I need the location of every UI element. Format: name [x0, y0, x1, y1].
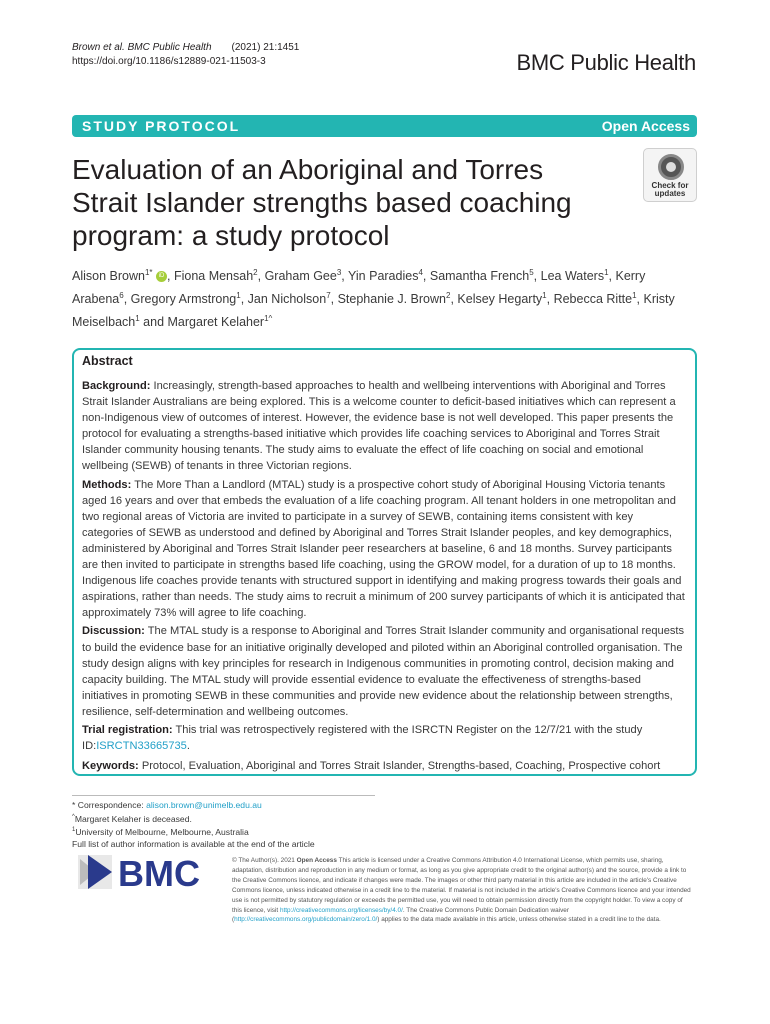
- author-name[interactable]: Rebecca Ritte: [553, 292, 633, 307]
- citation-line: [72, 41, 299, 55]
- abstract-discussion: Discussion: The MTAL study is a response to Aboriginal and Torres Strait Islander community and organisational requests to build the evidence base for an initiative originally developed and piloted within an Aboriginal controlled organisation. The study design aligns with key principles for research in Indigenous communities in promoting control, decision making and capacity building. The MTAL study will provide essential evidence to evaluate the effectiveness of strengths-based initiatives in promoting SEWB in these communities and provide new evidence about the relationship between strengths, resilience, self-determination and wellbeing outcomes.: [82, 625, 685, 718]
- article-citation: [72, 41, 299, 69]
- abstract-box: [72, 348, 697, 776]
- author-affiliation-mark: 1: [542, 291, 547, 301]
- author-name[interactable]: Gregory Armstrong: [130, 292, 237, 307]
- article-title: Evaluation of an Aboriginal and Torres Strait Islander strengths based coaching program: a study protocol: [72, 154, 572, 251]
- author-affiliation-mark: 1: [604, 268, 609, 277]
- author-affiliation-mark: 1: [236, 291, 241, 301]
- author-list: Alison Brown$^{1*}$ iD , Fiona Mensah$^2$, Graham Gee$^3$, Yin Paradies$^4$, Samantha French$^5$, Lea Waters$^1$, Kerry Arabena$^6$, Gregory Armstrong$^1$, Jan Nicholson$^7$, Stephanie J. Brown$^2$, Kelsey Hegarty$^1$, Rebecca Ritte$^1$, Kristy Meiselbach$^1$ and Margaret Kelaher$^{1\^{}}$: [72, 268, 675, 330]
- author-name[interactable]: Stephanie J. Brown: [337, 292, 446, 307]
- open-access-label: Open Access: [601, 118, 690, 134]
- author-affiliation-mark: 1*: [144, 268, 153, 277]
- full-author-info-note: Full list of author information is available at the end of the article: [72, 839, 315, 850]
- article-type: STUDY PROTOCOL: [82, 118, 241, 134]
- author-affiliation-mark: 7: [326, 291, 331, 301]
- author-affiliation-mark: 3: [336, 268, 342, 277]
- author-name[interactable]: Samantha French: [429, 269, 530, 284]
- license-statement: © The Author(s). 2021 Open Access This article is licensed under a Creative Commons Attribution 4.0 International License, which permits use, sharing, adaptation, distribution and reproduction in any medium or format, as long as you give appropriate credit to the original author(s) and the source, provide a link to the Creative Commons licence, and indicate if changes were made. The images or other third party material in this article are included in the article's Creative Commons licence, unless indicated otherwise in a credit line to the material. If material is not included in the article's Creative Commons licence and your intended use is not permitted by statutory regulation or exceeds the permitted use, you will need to obtain permission directly from the copyright holder. To view a copy of this licence, visit http://creativecommons.org/licenses/by/4.0/. The Creative Commons Public Domain Dedication waiver (http://creativecommons.org/publicdomain/zero/1.0/) applies to the data made available in this article, unless otherwise stated in a credit line to the data.: [232, 857, 691, 924]
- abstract-methods: Methods: The More Than a Landlord (MTAL) study is a prospective cohort study of Aboriginal Housing Victoria tenants aged 16 years and over that embeds the evaluation of a life coaching program. All tenant holders in one metropolitan and two regional areas of Victoria are invited to participate in a survey of SEWB, containing items consistent with key categories of SEWB as understood and defined by Aboriginal and Torres Strait Islander peoples, and key demographics, administered by Aboriginal and Torres Strait Islander peer researchers at baseline, 6 and 18 months. Survey participants are then invited to participate in strengths based life coaching, using the GROW model, for a duration of up to 18 months. Indigenous life coaches provide tenants with structured support in identifying and making progress towards their goals and aspirations, rather than needs. The study aims to recruit a minimum of 200 survey participants of which it is anticipated that approximately 73% will agree to life coaching.: [82, 478, 685, 620]
- trial-id-link[interactable]: ISRCTN33665735: [96, 740, 187, 753]
- author-affiliation-mark: 5: [529, 268, 534, 277]
- author-and: and: [143, 315, 165, 330]
- abstract-keywords: Keywords: Protocol, Evaluation, Aboriginal and Torres Strait Islander, Strengths-based, Coaching, Prospective cohort: [82, 760, 661, 773]
- abstract-heading: Abstract: [82, 354, 133, 368]
- author-name[interactable]: Graham Gee: [264, 269, 337, 284]
- correspondence-email[interactable]: alison.brown@unimelb.edu.au: [146, 800, 262, 810]
- author-name[interactable]: Margaret Kelaher: [167, 315, 265, 330]
- svg-text:BMC: BMC: [118, 853, 200, 893]
- journal-name: BMC Public Health: [516, 50, 696, 75]
- cc-zero-link[interactable]: http://creativecommons.org/publicdomain/zero/1.0/: [234, 916, 378, 924]
- citation-journal: Brown et al. BMC Public Health: [72, 42, 212, 53]
- footnotes: [72, 800, 315, 851]
- author-name[interactable]: Kelsey Hegarty: [457, 292, 543, 307]
- author-name[interactable]: Kerry Arabena: [72, 269, 646, 307]
- doi-link[interactable]: https://doi.org/10.1186/s12889-021-11503-3: [72, 56, 266, 67]
- author-name[interactable]: Lea Waters: [540, 269, 605, 284]
- author-affiliation-mark: 4: [418, 268, 423, 277]
- author-affiliation-mark: 1: [632, 291, 637, 301]
- check-for-updates-badge[interactable]: [643, 148, 697, 202]
- crossmark-icon: [658, 154, 684, 180]
- abstract-background: Background: Increasingly, strength-based approaches to health and wellbeing interventions with Aboriginal and Torres Strait Islander Australians are being explored. This is a welcome counter to deficit-based initiatives which can represent a non-Indigenous view of outcomes of interest. However, the evidence base is not well developed. This paper presents the protocol for evaluating a strengths-based initiative which provides life coaching services to Aboriginal and Torres Strait Islander community housing tenants. The study aims to evaluate the effect of life coaching on social and emotional wellbeing (SEWB) of tenants in three Victorian regions.: [82, 380, 676, 473]
- article-type-banner: [72, 115, 697, 137]
- footnote-divider: [72, 795, 375, 796]
- deceased-note: ^Margaret Kelaher is deceased.: [72, 813, 192, 824]
- affiliation: $^1$University of Melbourne, Melbourne, Australia: [72, 827, 249, 838]
- cc-by-license-link[interactable]: http://creativecommons.org/licenses/by/4.0/: [279, 906, 403, 914]
- abstract-trial-registration: Trial registration: This trial was retrospectively registered with the ISRCTN Register on the 12/7/21 with the study ID:ISRCTN33665735.: [82, 723, 643, 753]
- author-affiliation-mark: 1^: [264, 314, 273, 324]
- author-affiliation-mark: 1: [135, 314, 140, 324]
- author-affiliation-mark: 2: [253, 268, 258, 277]
- author-name[interactable]: Kristy Meiselbach: [72, 292, 675, 330]
- citation-year-volume: (2021) 21:1451: [231, 42, 300, 53]
- author-name[interactable]: Fiona Mensah: [173, 269, 254, 284]
- correspondence: * Correspondence: alison.brown@unimelb.edu.au: [72, 800, 262, 810]
- author-name[interactable]: Jan Nicholson: [247, 292, 327, 307]
- check-updates-text: Check for updates: [651, 181, 689, 198]
- bmc-logo: [78, 853, 218, 893]
- author-affiliation-mark: 2: [446, 291, 451, 301]
- author-name[interactable]: Yin Paradies: [348, 269, 419, 284]
- orcid-icon[interactable]: iD: [156, 271, 167, 282]
- author-name[interactable]: Alison Brown: [72, 269, 145, 284]
- author-affiliation-mark: 6: [119, 291, 124, 301]
